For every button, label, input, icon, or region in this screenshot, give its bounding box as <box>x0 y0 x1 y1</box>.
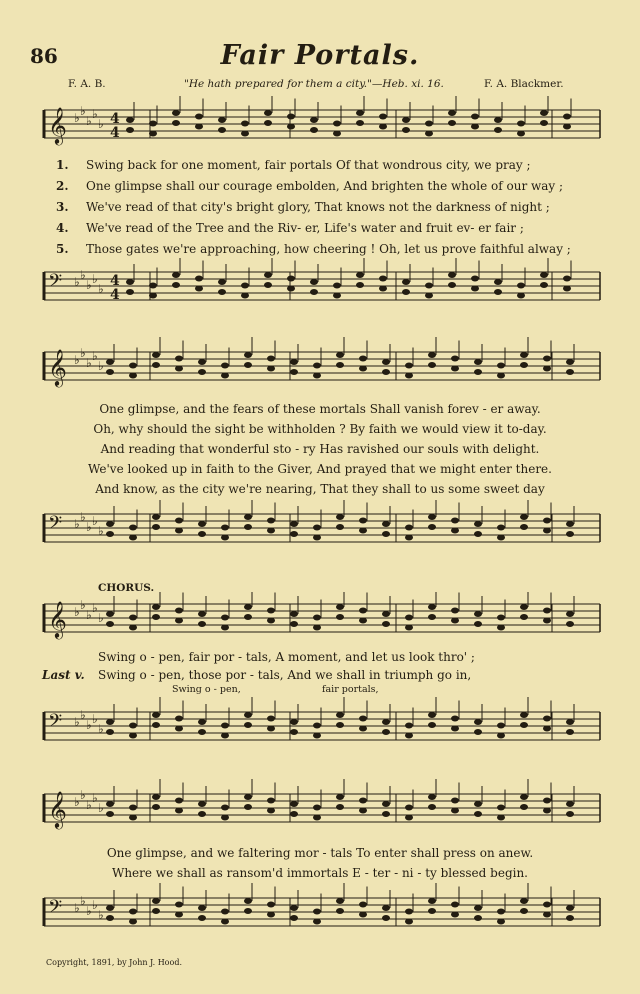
system-1-treble-staff <box>0 96 640 158</box>
flat-icon: ♭ <box>86 608 92 622</box>
treble-clef-icon: 𝄞 <box>48 600 67 638</box>
flat-icon: ♭ <box>86 114 92 128</box>
chorus-line-1: Swing o - pen, fair por - tals, A moment, and let us look thro' ; <box>98 650 475 664</box>
flat-icon: ♭ <box>74 605 80 619</box>
copyright-notice: Copyright, 1891, by John J. Hood. <box>46 958 182 967</box>
time-signature-bottom: 4 <box>110 287 120 303</box>
flat-icon: ♭ <box>86 798 92 812</box>
flat-icon: ♭ <box>98 801 104 815</box>
treble-clef-icon: 𝄞 <box>48 790 67 828</box>
verse-1: 1. Swing back for one moment, fair portals Of that wondrous city, we pray ; <box>56 158 531 172</box>
scripture-reference: "He hath prepared for them a city."—Heb. xi. 16. <box>184 78 444 90</box>
verse-3: 3. We've read of that city's bright glory, That knows not the darkness of night ; <box>56 200 550 214</box>
flat-icon: ♭ <box>74 715 80 729</box>
bass-clef-icon: 𝄢 <box>48 513 63 538</box>
staff-lines <box>44 352 600 380</box>
staff-lines <box>44 110 600 138</box>
flat-icon: ♭ <box>80 708 86 722</box>
time-signature-bottom: 4 <box>110 125 120 141</box>
staff-lines <box>44 794 600 822</box>
flat-icon: ♭ <box>98 908 104 922</box>
system-3-bass-staff <box>0 694 640 766</box>
verse-4: 4. We've read of the Tree and the Riv- er, Life's water and fruit ev- er fair ; <box>56 221 524 235</box>
time-signature-top: 4 <box>110 273 120 289</box>
flat-icon: ♭ <box>92 349 98 363</box>
flat-icon: ♭ <box>86 718 92 732</box>
flat-icon: ♭ <box>80 268 86 282</box>
flat-icon: ♭ <box>80 104 86 118</box>
flat-icon: ♭ <box>80 598 86 612</box>
staff-lines <box>44 898 600 926</box>
staff-lines <box>44 604 600 632</box>
treble-clef-icon: 𝄞 <box>48 106 67 144</box>
flat-icon: ♭ <box>74 353 80 367</box>
bass-clef-icon: 𝄢 <box>48 271 63 296</box>
flat-icon: ♭ <box>80 346 86 360</box>
flat-icon: ♭ <box>98 722 104 736</box>
continuation-2: Oh, why should the sight be withholden ? By faith we would view it to-day. <box>93 422 547 436</box>
flat-icon: ♭ <box>86 904 92 918</box>
flat-icon: ♭ <box>92 712 98 726</box>
system-3-treble-staff <box>0 592 640 650</box>
flat-icon: ♭ <box>86 520 92 534</box>
staff-lines <box>44 272 600 300</box>
flat-icon: ♭ <box>92 601 98 615</box>
flat-icon: ♭ <box>98 359 104 373</box>
flat-icon: ♭ <box>92 107 98 121</box>
bass-lyric-swing-open: Swing o - pen, <box>172 684 241 695</box>
flat-icon: ♭ <box>98 611 104 625</box>
flat-icon: ♭ <box>80 510 86 524</box>
composer-name: F. A. Blackmer. <box>484 78 564 90</box>
author-initials: F. A. B. <box>68 78 106 90</box>
bass-clef-icon: 𝄢 <box>48 897 63 922</box>
staff-lines <box>44 514 600 542</box>
continuation-3: And reading that wonderful sto - ry Has ravished our souls with delight. <box>100 442 540 456</box>
verse-2: 2. One glimpse shall our courage embolden, And brighten the whole of our way ; <box>56 179 564 193</box>
flat-icon: ♭ <box>80 894 86 908</box>
treble-clef-icon: 𝄞 <box>48 348 67 386</box>
system-4-bass-staff <box>0 882 640 954</box>
flat-icon: ♭ <box>74 901 80 915</box>
flat-icon: ♭ <box>86 356 92 370</box>
system-4-treble-staff <box>0 776 640 844</box>
chorus-line-2: Swing o - pen, those por - tals, And we shall in triumph go in, <box>98 668 472 682</box>
system-2-bass-staff <box>0 500 640 570</box>
flat-icon: ♭ <box>80 788 86 802</box>
chorus-label: CHORUS. <box>98 582 155 594</box>
time-signature-top: 4 <box>110 111 120 127</box>
flat-icon: ♭ <box>74 111 80 125</box>
bass-clef-icon: 𝄢 <box>48 711 63 736</box>
verse-5: 5. Those gates we're approaching, how cheering ! Oh, let us prove faithful alway ; <box>56 242 571 256</box>
hymn-title: Fair Portals. <box>220 40 420 71</box>
flat-icon: ♭ <box>74 517 80 531</box>
flat-icon: ♭ <box>98 117 104 131</box>
flat-icon: ♭ <box>92 791 98 805</box>
continuation-4: We've looked up in faith to the Giver, And prayed that we might enter there. <box>88 462 552 476</box>
flat-icon: ♭ <box>92 898 98 912</box>
flat-icon: ♭ <box>74 795 80 809</box>
last-verse-label: Last v. <box>42 668 85 682</box>
staff-lines <box>44 712 600 740</box>
continuation-5: And know, as the city we're nearing, That they shall to us some sweet day <box>95 482 545 496</box>
flat-icon: ♭ <box>86 278 92 292</box>
page-number: 86 <box>30 44 58 68</box>
chorus-line-3: One glimpse, and we faltering mor - tals To enter shall press on anew. <box>106 846 534 860</box>
bass-lyric-fair-portals: fair portals, <box>322 684 379 695</box>
chorus-line-4: Where we shall as ransom'd immortals E - ter - ni - ty blessed begin. <box>111 866 528 880</box>
system-2-treble-staff <box>0 336 640 400</box>
flat-icon: ♭ <box>98 282 104 296</box>
flat-icon: ♭ <box>92 514 98 528</box>
flat-icon: ♭ <box>92 272 98 286</box>
continuation-1: One glimpse, and the fears of these mortals Shall vanish forev - er away. <box>99 402 541 416</box>
system-1-bass-staff <box>0 258 640 330</box>
flat-icon: ♭ <box>98 524 104 538</box>
flat-icon: ♭ <box>74 275 80 289</box>
